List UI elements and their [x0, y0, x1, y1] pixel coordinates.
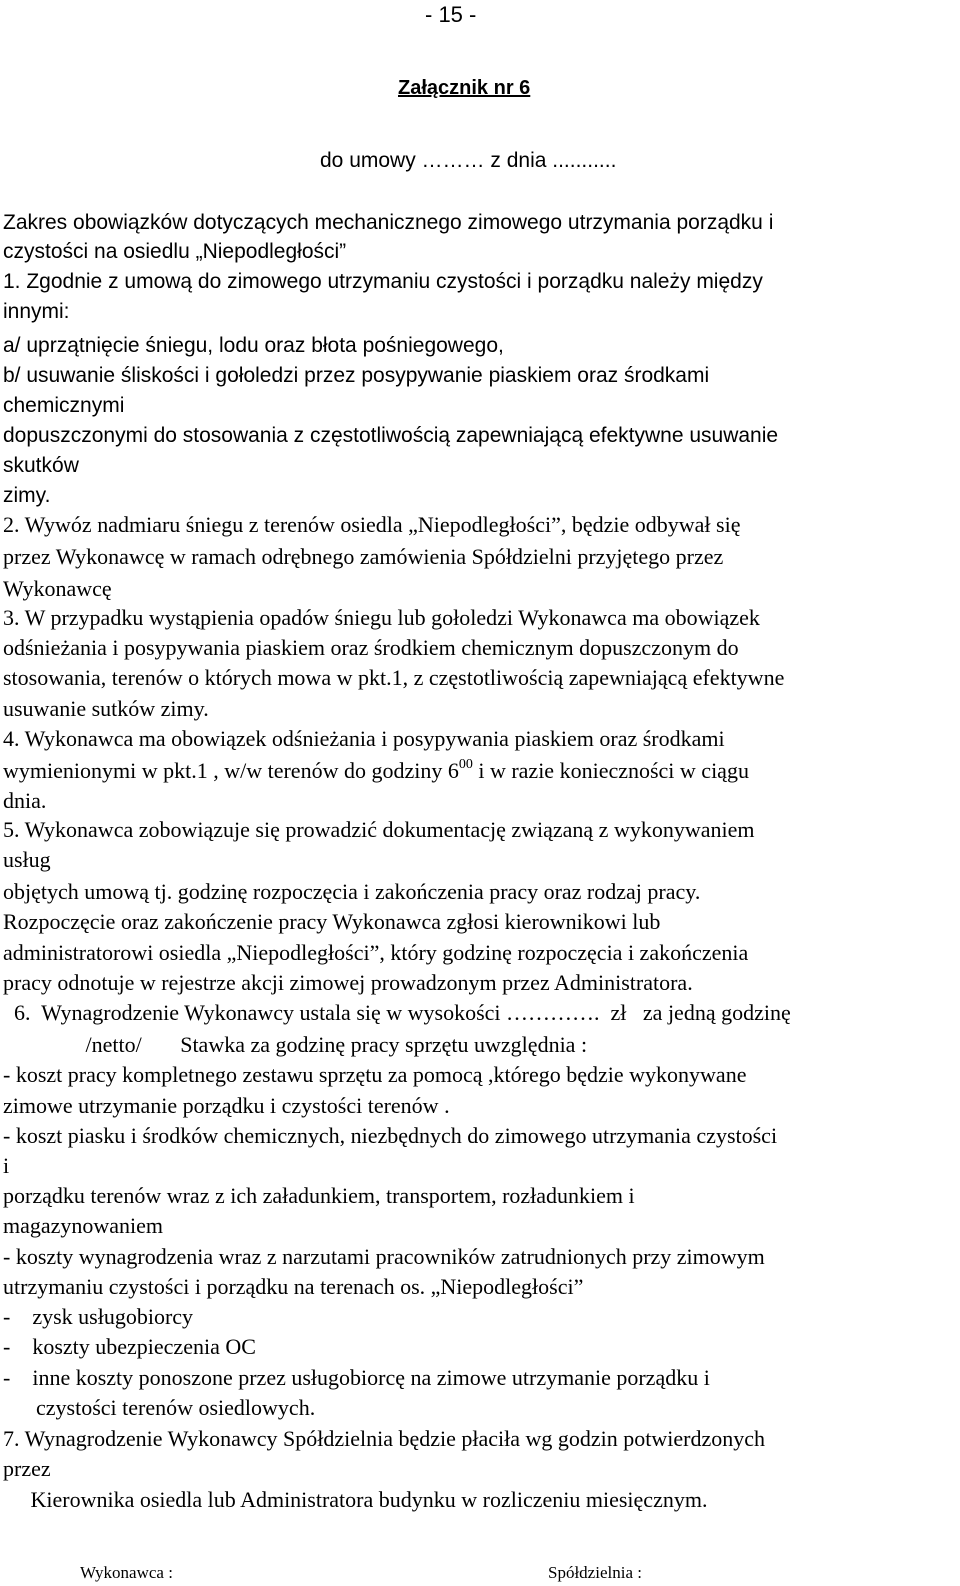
body-line: usuwanie sutków zimy. [3, 696, 209, 721]
body-line: magazynowaniem [3, 1213, 164, 1238]
body-line: Rozpoczęcie oraz zakończenie pracy Wykonawca zgłosi kierownikowi lub [3, 909, 661, 934]
body-line: 6. Wynagrodzenie Wykonawcy ustala się w wysokości …………. zł za jedną godzinę [3, 1000, 791, 1025]
body-line: usług [3, 847, 51, 872]
list-item: - inne koszty ponoszone przez usługobiorcę na zimowe utrzymanie porządku i [3, 1365, 710, 1390]
page-number: - 15 - [425, 2, 477, 27]
intro-line: innymi: [3, 300, 70, 323]
intro-line: chemicznymi [3, 394, 125, 417]
body-line: 7. Wynagrodzenie Wykonawcy Spółdzielnia będzie płaciła wg godzin potwierdzonych [3, 1426, 766, 1451]
intro-line: 1. Zgodnie z umową do zimowego utrzymaniu czystości i porządku należy między [3, 270, 763, 293]
body-line: - koszt piasku i środków chemicznych, niezbędnych do zimowego utrzymania czystości [3, 1123, 778, 1148]
body-line: odśnieżania i posypywania piaskiem oraz środkiem chemicznym dopuszczonym do [3, 635, 739, 660]
body-line: zimowe utrzymanie porządku i czystości terenów . [3, 1093, 450, 1118]
body-line: Kierownika osiedla lub Administratora budynku w rozliczeniu miesięcznym. [3, 1487, 708, 1512]
annex-title: Załącznik nr 6 [398, 77, 531, 99]
intro-line: skutków [3, 454, 79, 477]
body-line: 2. Wywóz nadmiaru śniegu z terenów osiedla „Niepodległości”, będzie odbywał się [3, 512, 741, 537]
body-line: administratorowi osiedla „Niepodległości”, który godzinę rozpoczęcia i zakończenia [3, 940, 749, 965]
intro-line: Zakres obowiązków dotyczących mechanicznego zimowego utrzymania porządku i [3, 211, 774, 234]
body-line: przez [3, 1456, 51, 1481]
signature-cooperative-label: Spółdzielnia : [548, 1563, 642, 1582]
body-line: przez Wykonawcę w ramach odrębnego zamówienia Spółdzielni przyjętego przez [3, 544, 724, 569]
body-line: porządku terenów wraz z ich załadunkiem, transportem, rozładunkiem i [3, 1183, 635, 1208]
body-line: stosowania, terenów o których mowa w pkt.1, z częstotliwością zapewniającą efektywne [3, 665, 785, 690]
list-item: - zysk usługobiorcy [3, 1304, 194, 1329]
line-text: i w razie konieczności w ciągu [472, 758, 749, 783]
list-item: - koszty ubezpieczenia OC [3, 1334, 256, 1359]
intro-line: a/ uprzątnięcie śniegu, lodu oraz błota pośniegowego, [3, 334, 504, 357]
intro-line: czystości na osiedlu „Niepodległości” [3, 240, 347, 263]
intro-line: b/ usuwanie śliskości i gołoledzi przez posypywanie piaskiem oraz środkami [3, 364, 710, 387]
body-line: Wykonawcę [3, 576, 112, 601]
body-line: /netto/ Stawka za godzinę pracy sprzętu uwzględnia : [3, 1032, 588, 1057]
body-line: i [3, 1153, 10, 1178]
body-line: 3. W przypadku wystąpienia opadów śniegu lub gołoledzi Wykonawca ma obowiązek [3, 605, 760, 630]
line-text: wymienionymi w pkt.1 , w/w terenów do godziny 6 [3, 758, 459, 783]
annex-subtitle: do umowy ……… z dnia ........... [320, 149, 617, 172]
body-line: objętych umową tj. godzinę rozpoczęcia i zakończenia pracy oraz rodzaj pracy. [3, 879, 701, 904]
body-line: utrzymaniu czystości i porządku na terenach os. „Niepodległości” [3, 1274, 584, 1299]
signature-contractor-label: Wykonawca : [80, 1563, 173, 1582]
hour-superscript: 00 [458, 756, 473, 772]
body-line: 4. Wykonawca ma obowiązek odśnieżania i posypywania piaskiem oraz środkami [3, 726, 725, 751]
list-item-continuation: czystości terenów osiedlowych. [3, 1395, 316, 1420]
body-line: dnia. [3, 788, 47, 813]
body-line: 5. Wykonawca zobowiązuje się prowadzić dokumentację związaną z wykonywaniem [3, 817, 755, 842]
intro-line: zimy. [3, 484, 51, 507]
intro-line: dopuszczonymi do stosowania z częstotliwością zapewniającą efektywne usuwanie [3, 424, 779, 447]
body-line-with-superscript [3, 756, 749, 786]
body-line: - koszt pracy kompletnego zestawu sprzętu za pomocą ,którego będzie wykonywane [3, 1062, 747, 1087]
body-line: - koszty wynagrodzenia wraz z narzutami pracowników zatrudnionych przy zimowym [3, 1244, 765, 1269]
body-line: pracy odnotuje w rejestrze akcji zimowej prowadzonym przez Administratora. [3, 970, 693, 995]
